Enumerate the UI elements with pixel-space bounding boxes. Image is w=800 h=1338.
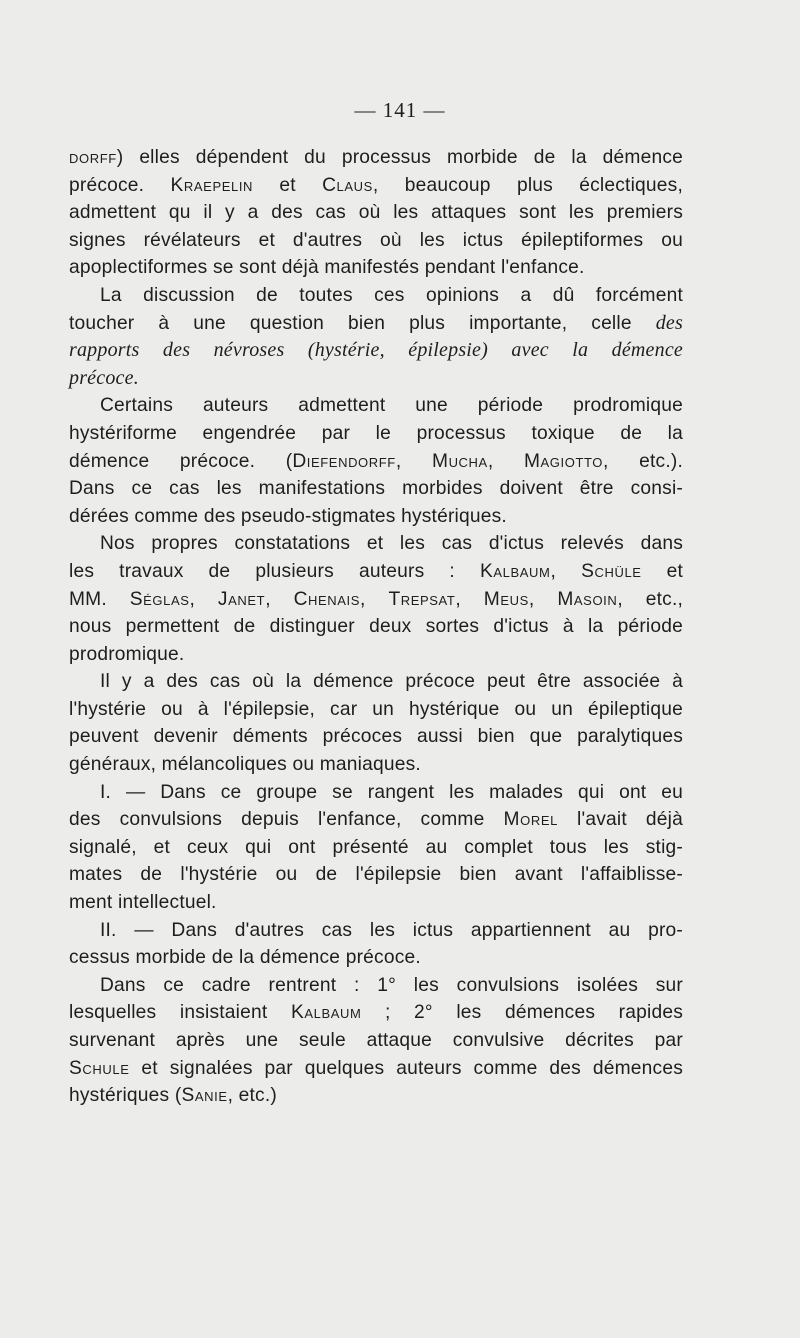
text-line [69,172,683,200]
text-span: hystériques ( [69,1085,182,1107]
text-line [69,448,683,476]
text-line [69,999,683,1027]
text-span: , [189,588,218,610]
text-span: , [395,450,432,472]
author-name: Janet [217,588,266,610]
text-span: toucher à une question bien plus importante, celle [69,312,656,334]
author-name: Schule [69,1057,130,1079]
author-name: Trepsat [388,588,456,610]
text-line: Nos propres constatations et les cas d'ictus relevés dans [100,533,683,555]
text-span: précoce. [69,174,171,196]
text-span: l'avait déjà [557,809,683,831]
text-line [69,310,683,338]
text-span: et [253,174,323,196]
text-line: peuvent devenir déments précoces aussi bien que paralytiques [69,726,683,748]
text-span: lesquelles insistaient [69,1002,291,1024]
text-line: prodromique. [69,643,185,665]
text-span: , [528,588,558,610]
text-line: II. — Dans d'autres cas les ictus appartiennent au pro- [100,919,683,941]
text-span: les travaux de plusieurs auteurs : [69,560,481,582]
text-line [69,1055,683,1083]
text-span: , [487,450,524,472]
text-line [69,806,683,834]
text-line [69,558,683,586]
text-line [69,1082,683,1110]
author-name: Morel [503,809,558,831]
text-line: rapports des névroses (hystérie, épilepsie) avec la démence [69,339,683,362]
text-line: généraux, mélancoliques ou maniaques. [69,754,421,776]
italic-span: des [655,311,683,334]
text-span: MM. [69,588,130,610]
text-line: I. — Dans ce groupe se rangent les malades qui ont eu [100,781,683,803]
author-name: Kalbaum [290,1002,362,1024]
text-line: Il y a des cas où la démence précoce peut être associée à [100,671,683,693]
page-number: — 141 — [354,98,446,122]
text-line: Certains auteurs admettent une période prodromique [100,395,683,417]
text-span: démence précoce. ( [69,450,293,472]
text-line: ment intellectuel. [69,892,217,914]
text-line [69,586,683,614]
text-line: signalé, et ceux qui ont présenté au complet tous les stig- [69,836,683,858]
author-name: Claus [322,174,373,196]
text-line: mates de l'hystérie ou de l'épilepsie bien avant l'affaiblisse- [69,864,683,886]
text-line: La discussion de toutes ces opinions a dû forcément [100,284,683,306]
text-span: , etc.) [227,1085,277,1107]
text-span: , etc., [617,588,684,610]
body-text [69,144,683,1110]
text-line: dérées comme des pseudo-stigmates hystériques. [69,505,507,527]
text-line [69,144,683,172]
text-span: , [455,588,484,610]
text-line: survenant après une seule attaque convulsive décrites par [69,1030,683,1051]
author-name: Sanie [181,1085,228,1107]
author-name: Schüle [581,560,642,582]
text-span: et [641,560,683,582]
text-line: Dans ce cadre rentrent : 1° les convulsions isolées sur [100,974,683,996]
text-span: , beaucoup plus éclectiques, [372,174,683,196]
text-span: , [550,560,582,582]
author-name: Kraepelin [170,174,254,196]
text-line: l'hystérie ou à l'épilepsie, car un hystérique ou un épileptique [69,698,683,720]
text-span: des convulsions depuis l'enfance, comme [69,809,504,831]
author-name: Chenais [293,588,361,610]
text-line: apoplectiformes se sont déjà manifestés pendant l'enfance. [69,257,585,279]
text-span: ) elles dépendent du processus morbide de la démence [116,147,683,168]
text-line: Dans ce cas les manifestations morbides doivent être consi- [69,478,683,500]
text-line: cessus morbide de la démence précoce. [69,947,421,969]
author-name: Mucha [431,450,488,472]
text-span: ; 2° les démences rapides [361,1002,684,1024]
text-span: et signalées par quelques auteurs comme des démences [129,1057,683,1079]
text-line: admettent qu il y a des cas où les attaques sont les premiers [69,202,683,224]
text-line: nous permettent de distinguer deux sortes d'ictus à la période [69,616,683,638]
author-name: Masoin [557,588,618,610]
text-span: , etc.). [603,450,683,472]
text-line: précoce. [69,366,139,389]
author-name: Séglas [129,588,190,610]
author-name: Magiotto [523,450,604,472]
text-span: , [265,588,294,610]
author-name: Diefendorff [292,450,396,472]
text-line: hystériforme engendrée par le processus toxique de la [69,422,683,444]
author-name: Kalbaum [480,560,551,582]
text-line: signes révélateurs et d'autres où les ictus épileptiformes ou [69,229,683,251]
author-name: Meus [483,588,529,610]
author-name: dorff [69,147,117,168]
text-span: , [360,588,389,610]
